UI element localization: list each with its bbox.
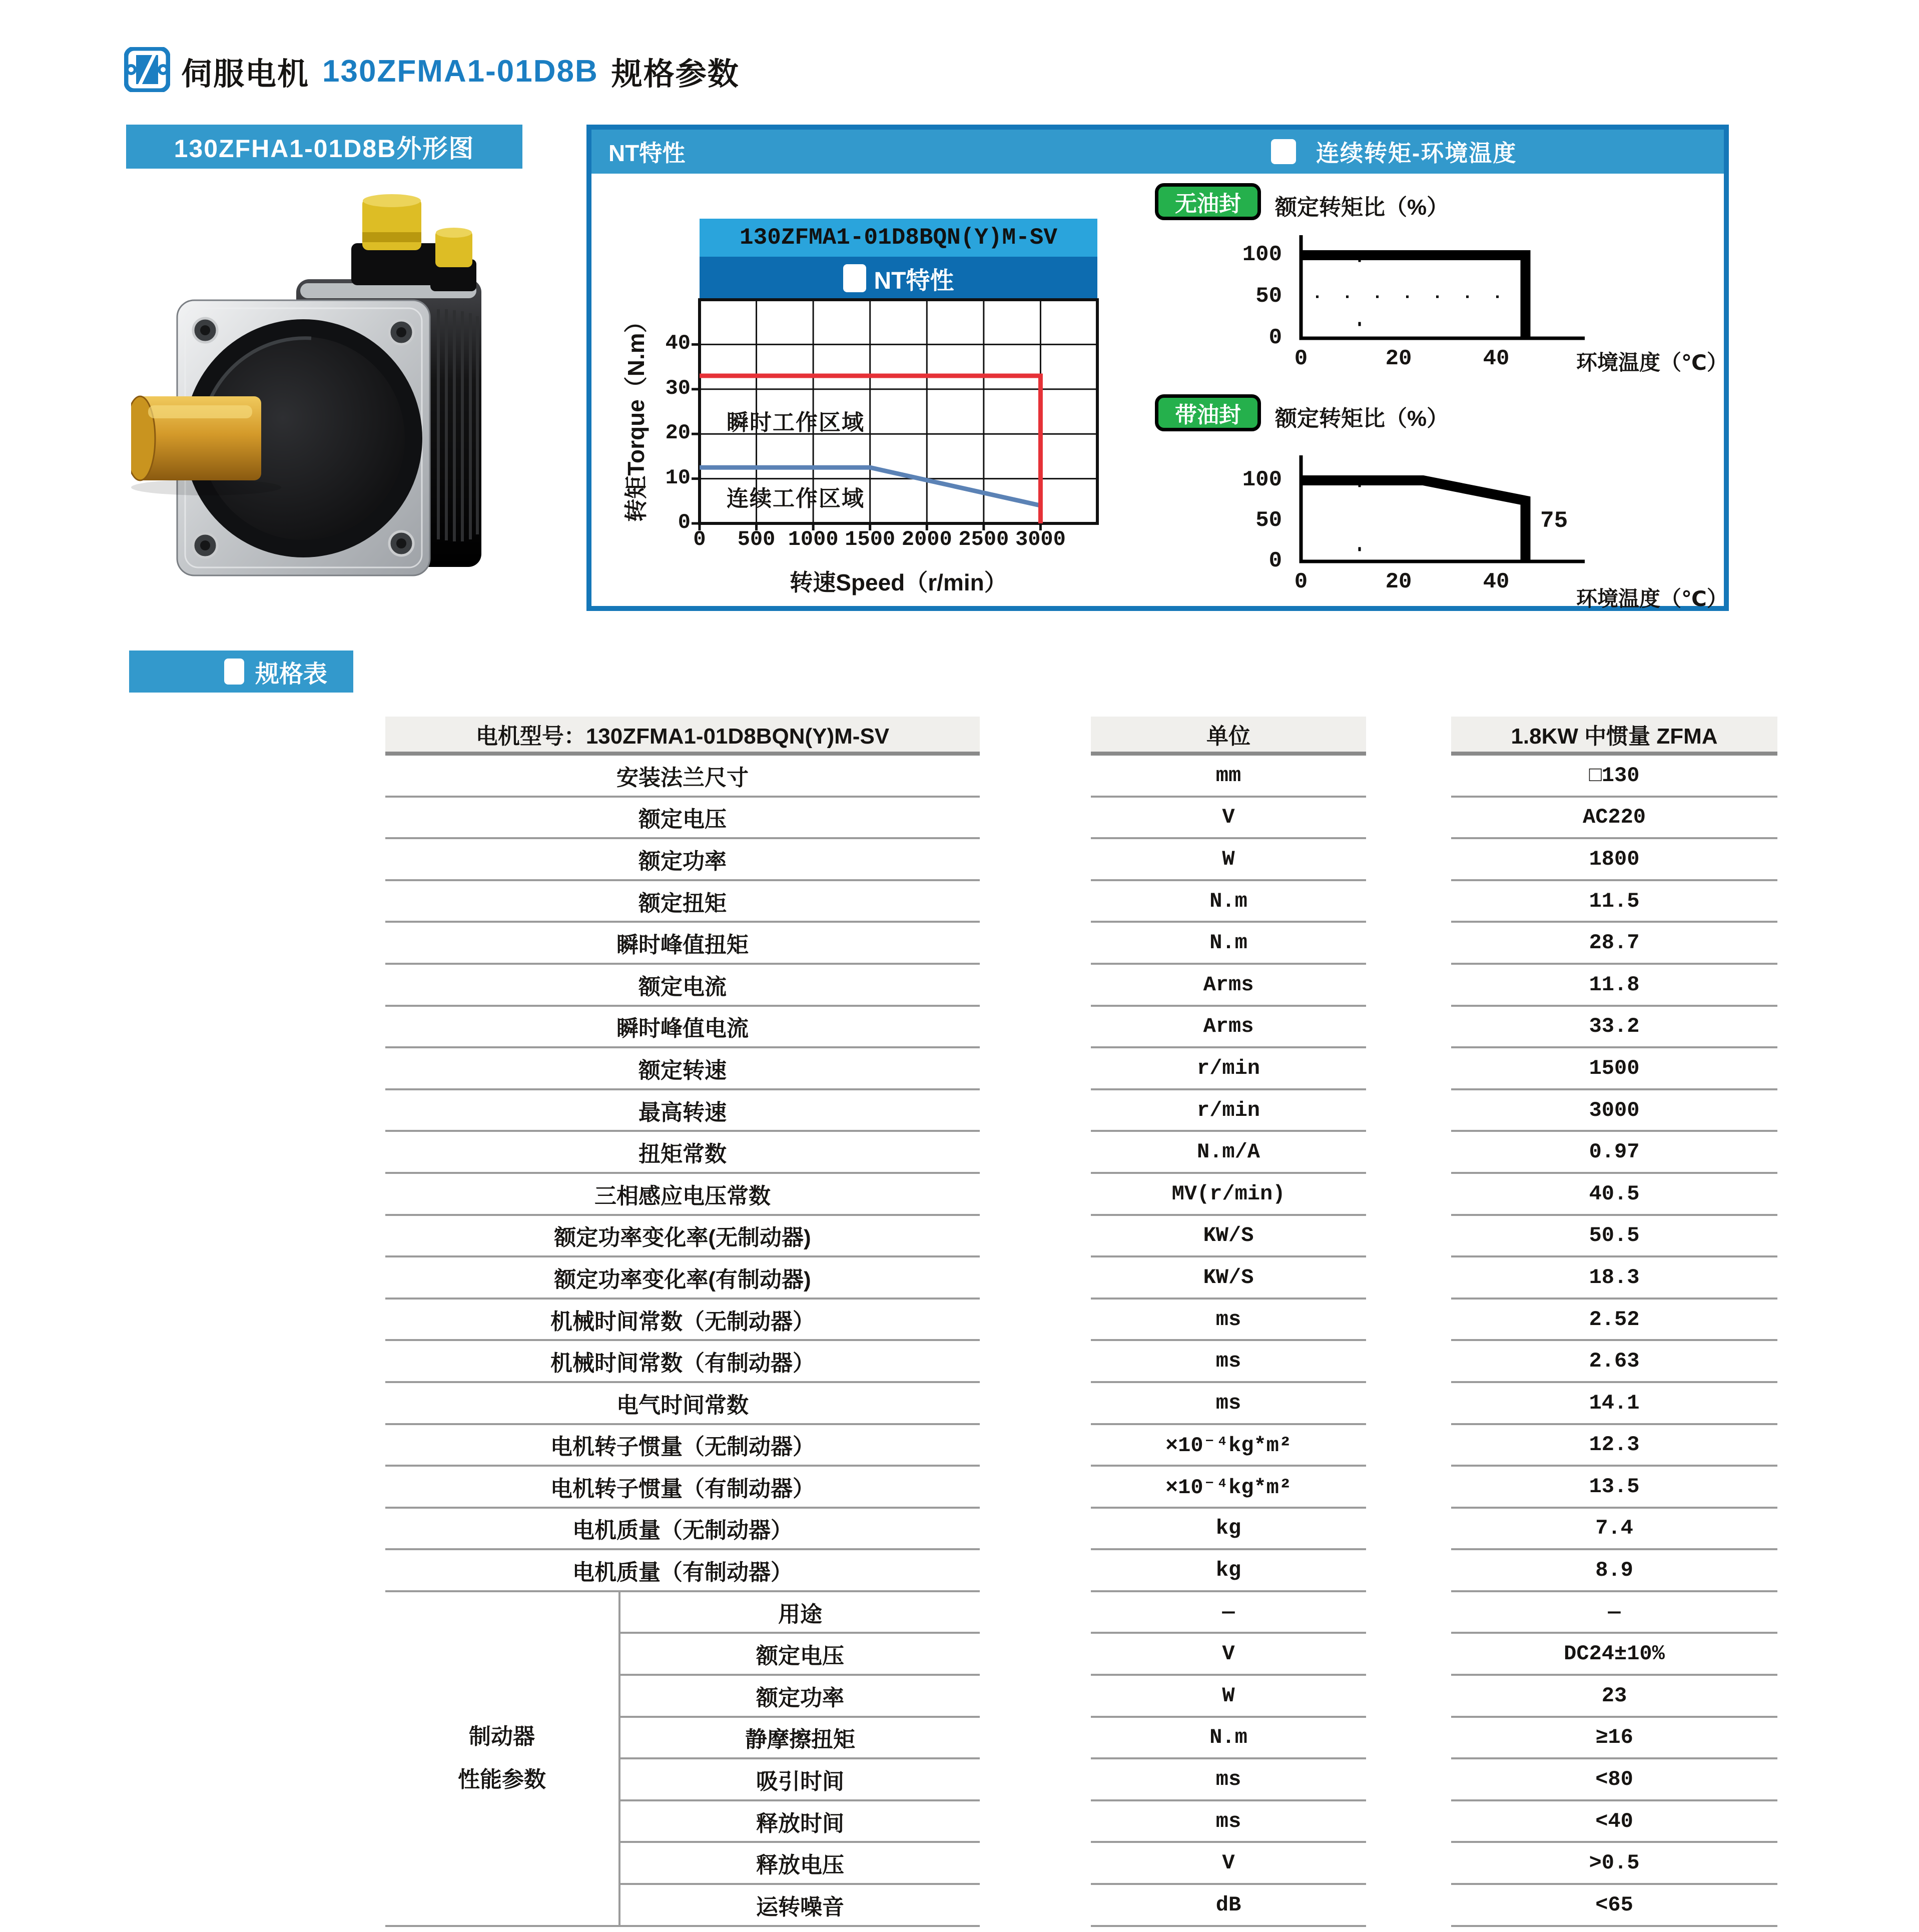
spec-value: <40 [1451,1801,1777,1843]
nt-x-tick: 1500 [845,527,896,551]
spec-value: 14.1 [1451,1383,1777,1425]
spec-unit: ms [1091,1383,1366,1425]
temp-y-tick: 0 [1268,325,1282,350]
spec-value: >0.5 [1451,1843,1777,1885]
page-title-post: 规格参数 [611,57,740,92]
no-oil-seal-plot [1296,230,1596,365]
spec-value: — [1451,1592,1777,1634]
temp-x-tick: 0 [1294,569,1308,594]
spec-unit: ms [1091,1759,1366,1801]
nt-y-tick: 40 [665,331,691,356]
temp-y-tick: 0 [1268,548,1282,573]
spec-label: 瞬时峰值电流 [385,1007,980,1049]
nt-x-tick: 0 [693,527,706,551]
temp-x-tick: 20 [1385,569,1412,594]
motor-logo-icon [124,47,170,92]
oil-seal-badge: 带油封 [1155,394,1261,431]
spec-unit: Arms [1091,1007,1366,1049]
spec-value: 12.3 [1451,1425,1777,1467]
nt-annotation-continuous: 连续工作区域 [727,486,865,511]
temp-y-tick: 100 [1242,242,1282,267]
spec-value: 13.5 [1451,1467,1777,1509]
square-bullet-icon [224,659,244,685]
spec-label: 电机质量（无制动器） [385,1509,980,1551]
spec-unit: ms [1091,1801,1366,1843]
spec-value: DC24±10% [1451,1634,1777,1676]
nt-y-axis-label: 转矩Torque（N.m） [623,310,649,522]
temp-y-tick: 50 [1255,508,1282,533]
spec-label: 额定功率变化率(无制动器) [385,1216,980,1258]
spec-value: 7.4 [1451,1509,1777,1551]
spec-unit: N.m [1091,923,1366,965]
spec-banner-label: 规格表 [255,661,328,688]
spec-value: □130 [1451,756,1777,798]
spec-unit: V [1091,1843,1366,1885]
square-bullet-icon [843,264,866,292]
spec-unit: KW/S [1091,1216,1366,1258]
spec-unit: r/min [1091,1048,1366,1090]
spec-value: 33.2 [1451,1007,1777,1049]
nt-annotation-instant: 瞬时工作区域 [727,410,865,435]
brake-group-label: 制动器 性能参数 [385,1592,618,1927]
spec-value: 40.5 [1451,1174,1777,1216]
spec-unit: dB [1091,1885,1366,1927]
page-title-model: 130ZFMA1-01D8B [322,54,598,89]
spec-value: AC220 [1451,798,1777,840]
spec-unit: — [1091,1592,1366,1634]
spec-unit: N.m [1091,1718,1366,1760]
no-oil-seal-badge: 无油封 [1155,183,1261,220]
brake-label: 额定电压 [620,1634,980,1676]
brake-label: 额定功率 [620,1676,980,1718]
brake-label: 用途 [620,1592,980,1634]
spec-column-labels [385,717,980,1927]
chart2-75-annotation: 75 [1540,508,1568,534]
nt-x-tick: 500 [737,527,776,551]
motor-photo [131,184,491,584]
spec-value: 1800 [1451,839,1777,881]
spec-unit: ×10⁻⁴kg*m² [1091,1425,1366,1467]
spec-label: 电机质量（有制动器） [385,1550,980,1592]
spec-label: 额定功率变化率(有制动器) [385,1257,980,1300]
spec-label: 三相感应电压常数 [385,1174,980,1216]
spec-label: 机械时间常数（有制动器） [385,1341,980,1383]
spec-value: 18.3 [1451,1257,1777,1300]
nt-chart-subtitle-banner [700,257,1097,300]
brake-sub-rows [618,1592,980,1927]
temp-y-tick: 100 [1242,467,1282,492]
spec-label: 瞬时峰值扭矩 [385,923,980,965]
spec-value: 0.97 [1451,1132,1777,1174]
spec-value: ≥16 [1451,1718,1777,1760]
spec-value: <65 [1451,1885,1777,1927]
spec-value: 8.9 [1451,1550,1777,1592]
spec-value: 28.7 [1451,923,1777,965]
spec-unit: Arms [1091,965,1366,1007]
spec-value: 2.52 [1451,1300,1777,1342]
spec-header-unit: 单位 [1091,717,1366,756]
chart1-y-label: 额定转矩比（%） [1275,195,1449,220]
spec-unit: ×10⁻⁴kg*m² [1091,1467,1366,1509]
page-title [181,48,740,94]
spec-unit: N.m [1091,881,1366,923]
temp-x-tick: 20 [1385,346,1412,371]
spec-unit: V [1091,1634,1366,1676]
spec-table-banner [129,651,353,693]
nt-y-tick: 0 [678,510,691,534]
spec-value: 3000 [1451,1090,1777,1132]
nt-x-tick: 3000 [1015,527,1066,551]
nt-x-axis-label: 转速Speed（r/min） [790,569,1007,595]
spec-unit: kg [1091,1550,1366,1592]
temp-x-tick: 0 [1294,346,1308,371]
spec-label: 额定电流 [385,965,980,1007]
temp-x-tick: 40 [1483,569,1510,594]
spec-column-units [1091,717,1366,1927]
chart2-x-label: 环境温度（℃） [1576,587,1728,610]
nt-chart-model-banner: 130ZFMA1-01D8BQN(Y)M-SV [700,219,1097,257]
spec-label: 额定扭矩 [385,881,980,923]
nt-panel-header [591,130,1724,174]
spec-label: 额定转速 [385,1048,980,1090]
brake-label: 吸引时间 [620,1759,980,1801]
spec-value: 2.63 [1451,1341,1777,1383]
spec-unit: N.m/A [1091,1132,1366,1174]
spec-label: 机械时间常数（无制动器） [385,1300,980,1342]
outline-banner: 130ZFHA1-01D8B外形图 [126,125,522,169]
chart2-y-label: 额定转矩比（%） [1275,406,1449,431]
temp-chart-title: 连续转矩-环境温度 [1316,140,1517,166]
spec-unit: ms [1091,1341,1366,1383]
temp-x-tick: 40 [1483,346,1510,371]
nt-x-tick: 1000 [788,527,839,551]
brake-label: 运转噪音 [620,1885,980,1927]
spec-label: 电机转子惯量（有制动器） [385,1467,980,1509]
spec-unit: mm [1091,756,1366,798]
brake-label: 释放时间 [620,1801,980,1843]
spec-value: 23 [1451,1676,1777,1718]
spec-unit: MV(r/min) [1091,1174,1366,1216]
chart1-x-label: 环境温度（℃） [1576,351,1728,374]
nt-chart-subtitle: NT特性 [874,267,954,294]
brake-label: 释放电压 [620,1843,980,1885]
spec-value: 11.8 [1451,965,1777,1007]
brake-group [385,1592,980,1927]
brake-label: 静摩擦扭矩 [620,1718,980,1760]
nt-y-tick: 20 [665,421,691,445]
spec-value: 11.5 [1451,881,1777,923]
spec-label: 最高转速 [385,1090,980,1132]
spec-column-values [1451,717,1777,1927]
nt-x-tick: 2000 [901,527,952,551]
nt-x-tick: 2500 [958,527,1009,551]
spec-label: 电机转子惯量（无制动器） [385,1425,980,1467]
spec-unit: r/min [1091,1090,1366,1132]
spec-label: 额定功率 [385,839,980,881]
spec-unit: kg [1091,1509,1366,1551]
spec-header-series: 1.8KW 中惯量 ZFMA [1451,717,1777,756]
spec-label: 扭矩常数 [385,1132,980,1174]
spec-value: <80 [1451,1759,1777,1801]
nt-panel-title: NT特性 [608,140,686,166]
spec-value: 1500 [1451,1048,1777,1090]
spec-label: 安装法兰尺寸 [385,756,980,798]
nt-y-tick: 10 [665,465,691,490]
page-title-pre: 伺服电机 [181,57,310,92]
spec-label: 额定电压 [385,798,980,840]
nt-y-tick: 30 [665,376,691,400]
square-bullet-icon [1271,139,1296,164]
spec-unit: ms [1091,1300,1366,1342]
spec-unit: V [1091,798,1366,840]
spec-value: 50.5 [1451,1216,1777,1258]
spec-label: 电气时间常数 [385,1383,980,1425]
spec-unit: KW/S [1091,1257,1366,1300]
spec-unit: W [1091,839,1366,881]
temp-y-tick: 50 [1255,284,1282,309]
spec-unit: W [1091,1676,1366,1718]
spec-header-model: 电机型号：130ZFMA1-01D8BQN(Y)M-SV [385,717,980,756]
